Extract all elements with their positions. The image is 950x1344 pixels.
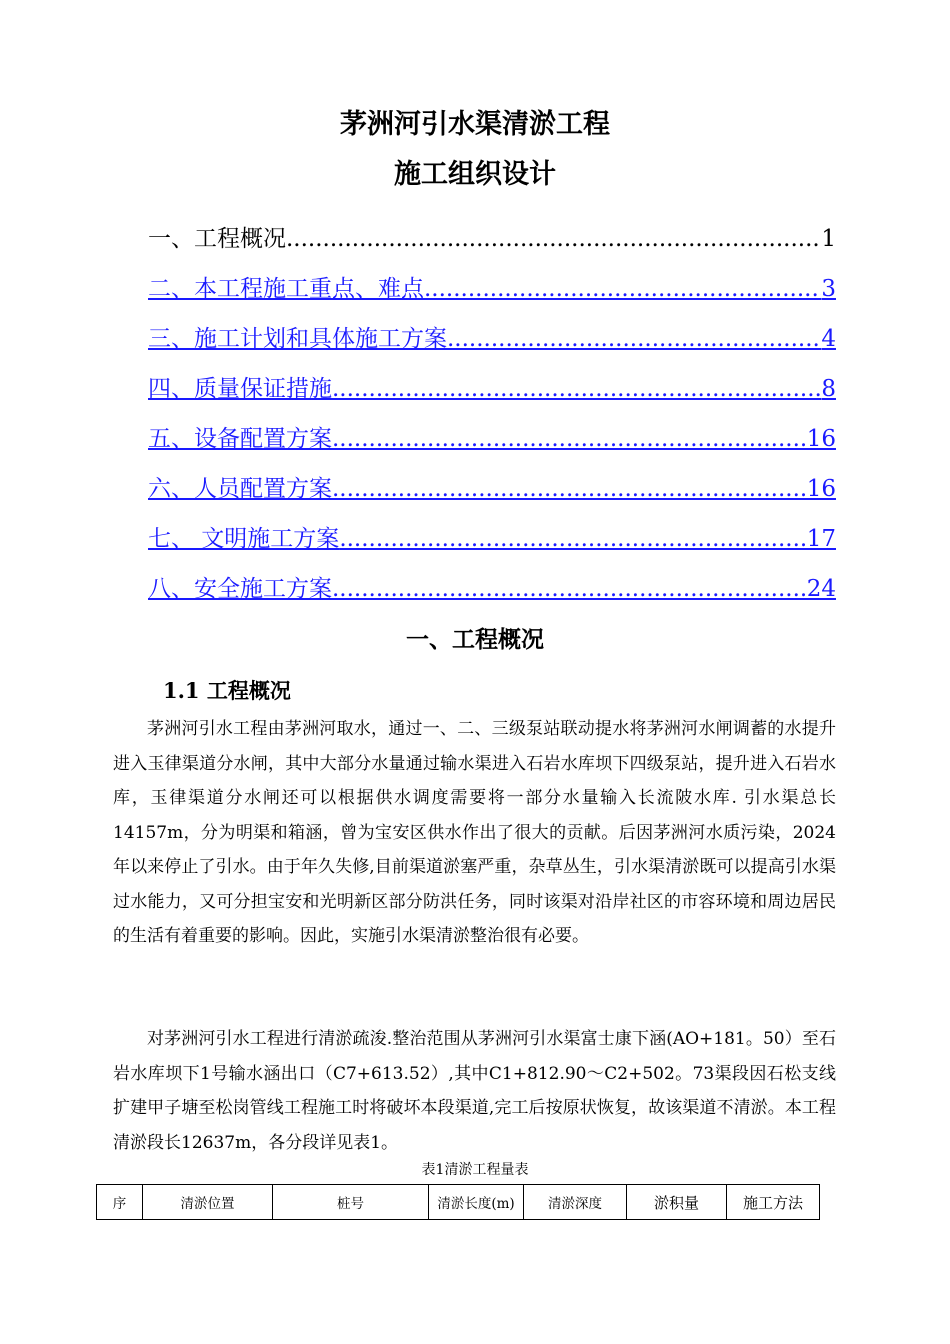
col-header-length: 清淤长度(m) [429, 1185, 524, 1220]
toc-entry-label: 三、施工计划和具体施工方案 [148, 326, 447, 352]
body-paragraph-1: 茅洲河引水工程由茅洲河取水，通过一、二、三级泵站联动提水将茅洲河水闸调蓄的水提升进入玉律渠道分水闸，其中大部分水量通过输水渠进入石岩水库坝下四级泵站，提升进入石岩水库，玉律渠道分水闸还可以根据供水调度需要将一部分水量输入长流陂水库. 引水渠总长14157m，分为明渠和箱涵，曾为宝安区供水作出了很大的贡献。后因茅洲河水质污染，2024年以来停止了引水。由于年久失修,目前渠道淤塞严重，杂草丛生，引水渠清淤既可以提高引水渠过水能力，又可分担宝安和光明新区部分防洪任务，同时该渠对沿岸社区的市容环境和周边居民的生活有着重要的影响。因此，实施引水渠清淤整治很有必要。 [113, 719, 836, 946]
col-header-depth: 清淤深度 [524, 1185, 627, 1220]
toc-link-5[interactable] [148, 404, 836, 454]
col-header-location: 清淤位置 [143, 1185, 273, 1220]
toc-leader-dots [332, 424, 807, 454]
toc-entry-label: 七、 文明施工方案 [148, 526, 340, 552]
toc-entry-page: 17 [806, 526, 836, 552]
table-of-contents [148, 204, 836, 604]
toc-leader-dots [286, 224, 821, 254]
toc-entry-label: 八、安全施工方案 [148, 576, 332, 602]
toc-leader-dots [339, 524, 806, 554]
toc-entry-1 [148, 204, 836, 254]
toc-link-3[interactable] [148, 304, 836, 354]
section-heading: 一、工程概况 [406, 626, 544, 653]
toc-entry-page: 8 [821, 376, 836, 402]
col-header-index: 序 [97, 1185, 143, 1220]
toc-link-4[interactable] [148, 354, 836, 404]
toc-entry-label: 五、设备配置方案 [148, 426, 332, 452]
toc-entry-label: 二、本工程施工重点、难点 [148, 276, 424, 302]
toc-entry-page: 24 [806, 576, 836, 602]
document-title: 茅洲河引水渠清淤工程 [340, 109, 610, 140]
toc-entry-label: 六、人员配置方案 [148, 476, 332, 502]
subsection-heading: 1.1 工程概况 [163, 678, 291, 703]
toc-link-6[interactable] [148, 454, 836, 504]
toc-leader-dots [332, 374, 821, 404]
toc-leader-dots [332, 574, 807, 604]
toc-entry-label: 四、质量保证措施 [148, 376, 332, 402]
toc-entry-label: 一、工程概况 [148, 226, 286, 252]
toc-link-2[interactable] [148, 254, 836, 304]
toc-leader-dots [424, 274, 821, 304]
toc-leader-dots [332, 474, 807, 504]
toc-entry-page: 1 [821, 226, 836, 252]
toc-link-7[interactable] [148, 504, 836, 554]
table-header-row [97, 1185, 820, 1220]
toc-entry-page: 3 [821, 276, 836, 302]
table-caption: 表1清淤工程量表 [421, 1162, 529, 1178]
toc-leader-dots [447, 324, 821, 354]
col-header-station: 桩号 [273, 1185, 429, 1220]
quantity-table [96, 1184, 820, 1220]
body-paragraph-2: 对茅洲河引水工程进行清淤疏浚.整治范围从茅洲河引水渠富士康下涵(AO+181。50）至石岩水库坝下1号输水涵出口（C7+613.52）,其中C1+812.90～C2+502。73渠段因石松支线扩建甲子塘至松岗管线工程施工时将破坏本段渠道,完工后按原状恢复，故该渠道不清淤。本工程清淤段长12637m，各分段详见表1。 [113, 1029, 836, 1153]
toc-link-8[interactable] [148, 554, 836, 604]
col-header-volume: 淤积量 [627, 1185, 727, 1220]
document-subtitle: 施工组织设计 [394, 159, 556, 190]
col-header-method: 施工方法 [727, 1185, 820, 1220]
toc-entry-page: 16 [806, 476, 836, 502]
toc-entry-page: 4 [821, 326, 836, 352]
toc-entry-page: 16 [806, 426, 836, 452]
